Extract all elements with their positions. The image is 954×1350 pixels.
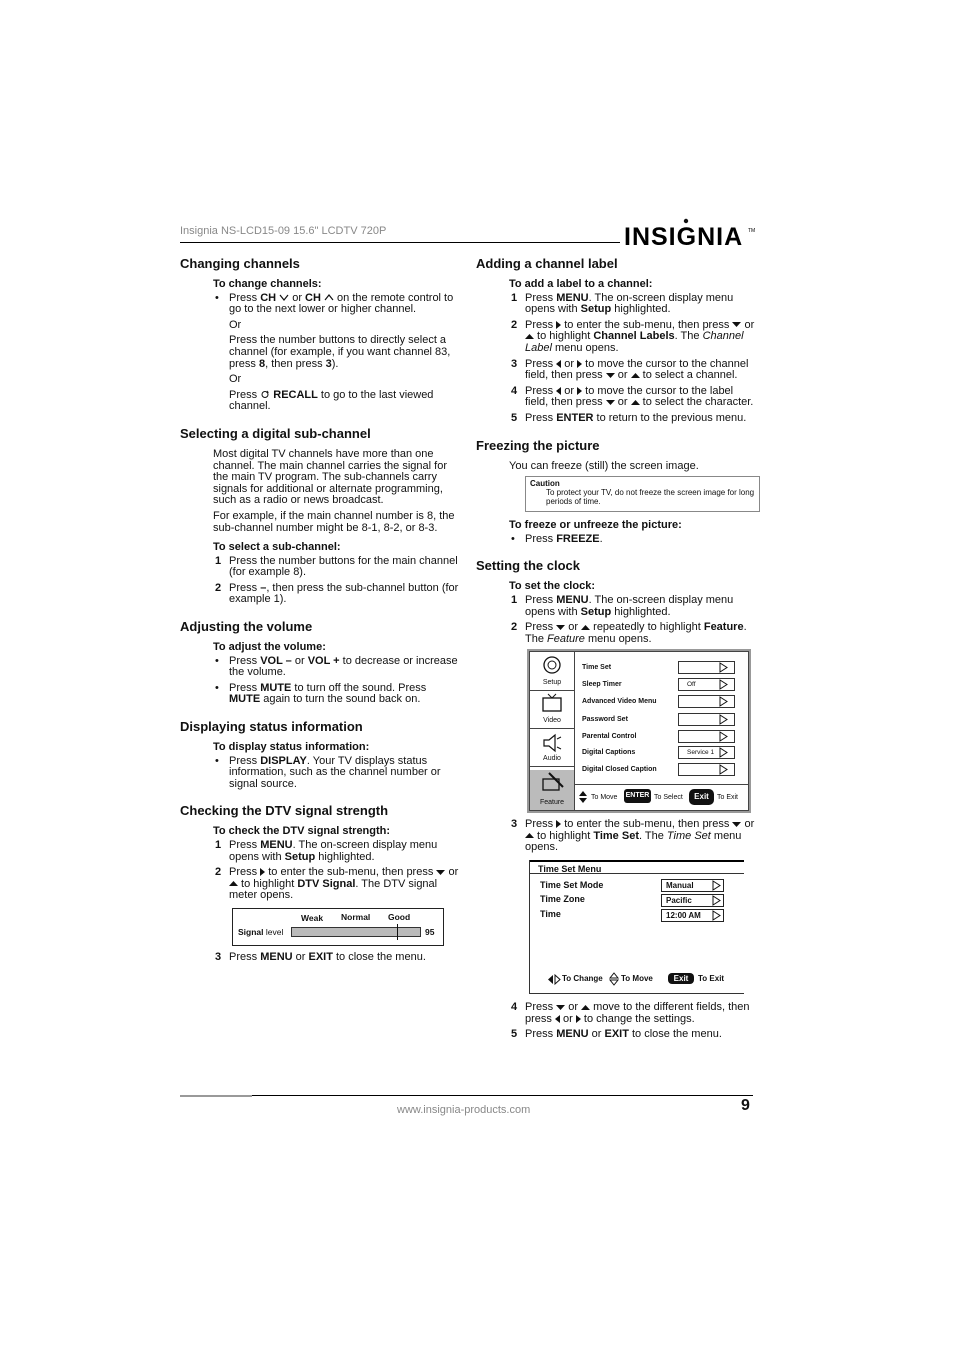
paragraph: Press the number buttons to directly select a channel (for example, if you want channel 83, press 8, then press 3). [229,334,451,370]
arrow-down-icon [556,625,565,630]
footer-url: www.insignia-products.com [397,1104,531,1116]
tab-label: Audio [543,754,561,762]
bullet-item: • Press CH or CH on the remote control to go to the next lower or higher channel. [215,291,454,316]
speaker-icon [541,733,563,753]
footer-rule-accent [180,1095,252,1097]
signal-meter [232,908,444,946]
feature-menu [529,651,749,811]
signal-value: 95 [425,926,435,937]
chevron-down-icon [279,294,289,301]
field-label: Time Set Mode [540,880,604,891]
section-heading: Displaying status information [180,719,363,735]
exit-key-icon: Exit [689,789,714,805]
caution-body: To protect your TV, do not freeze the screen image for long periods of time. [546,488,755,507]
triangle-right-icon [712,911,721,920]
menu-value-box [678,763,735,776]
header-rule [180,242,620,243]
step-item: 1 Press MENU. The on-screen display menu opens with Setup highlighted. [215,839,438,863]
step-item: 3 Press or to move the cursor to the channel field, then press or to select a channel. [511,357,749,382]
or-text: Or [229,373,242,386]
recall-icon [260,390,270,399]
menu-value-box [678,730,735,743]
procedure-title: To freeze or unfreeze the picture: [509,519,682,532]
signal-level-label: Signal level [238,926,284,937]
paragraph: You can freeze (still) the screen image. [509,459,699,472]
footer-rule [252,1095,753,1096]
or-text: Or [229,318,242,331]
arrow-up-icon [525,334,534,339]
paragraph: For example, if the main channel number is 8, the sub-channel number might be 8-1, 8-2, or 8-3. [213,509,455,534]
arrow-down-icon [556,1005,565,1010]
menu-title: Time Set Menu [530,860,744,874]
procedure-title: To change channels: [213,278,322,290]
section-heading: Adding a channel label [476,256,618,271]
arrow-up-icon [229,881,238,886]
menu-footer [574,784,748,811]
tools-icon [539,772,565,792]
procedure-title: To display status information: [213,741,370,754]
bullet-item: • Press FREEZE. [511,532,603,545]
triangle-right-icon [719,748,728,757]
menu-value-box [678,713,735,726]
caution-box [525,476,760,512]
signal-bar [291,927,421,937]
tab-setup [530,652,574,691]
arrow-down-icon [436,870,445,875]
menu-value-box: Service 1 [678,746,735,759]
menu-value-box: Off [678,678,735,691]
hint-exit: To Exit [698,974,725,984]
section-heading: Adjusting the volume [180,619,313,635]
triangle-right-icon [719,765,728,774]
bullet-item: • Press MUTE to turn off the sound. Press MUTE again to turn the sound back on. [215,681,427,706]
left-column [180,256,460,968]
arrow-down-icon [606,373,615,378]
step-item: 2 Press or repeatedly to highlight Feature. The Feature menu opens. [511,621,747,645]
menu-item: Time Set [582,664,612,672]
header-title: Insignia NS-LCD15-09 15.6" LCDTV 720P [180,225,387,237]
triangle-right-icon [719,663,728,672]
triangle-right-icon [719,680,728,689]
section-heading: Selecting a digital sub-channel [180,425,371,441]
field-value: Manual [661,879,724,892]
bullet-item: • Press VOL – or VOL + to decrease or increase the volume. [215,654,458,679]
menu-value-box [678,661,735,674]
normal-label: Normal [341,911,371,922]
paragraph: Press RECALL to go to the last viewed channel. [229,388,434,413]
tab-label: Feature [539,798,565,806]
procedure-title: To adjust the volume: [213,641,326,654]
tv-icon [541,693,563,713]
enter-key-icon: ENTER [624,789,651,803]
tab-label: Setup [542,678,562,686]
step-item: 2 Press to enter the sub-menu, then press or to highlight Channel Labels. The Channel Label menu opens. [511,318,755,354]
menu-value-box [678,695,735,708]
insignia-logo [622,218,754,254]
arrow-down-icon [606,400,615,405]
hint-change: To Change [562,974,603,984]
triangle-right-icon [712,896,721,905]
setup-icon [542,655,562,675]
right-column [476,256,756,1045]
section-heading: Changing channels [180,256,300,271]
menu-item: Digital Captions [582,749,636,757]
menu-sidebar [530,652,575,810]
section-heading: Checking the DTV signal strength [180,803,389,819]
hint-move: To Move [621,974,653,984]
step-item: 1 Press MENU. The on-screen display menu opens with Setup highlighted. [511,593,734,618]
arrow-down-icon [732,822,741,827]
triangle-right-icon [719,732,728,741]
triangle-right-icon [712,881,721,890]
hint-select: To Select [654,794,683,802]
good-label: Good [388,911,411,922]
bullet-marker: • [215,291,219,304]
menu-item: Sleep Timer [582,681,622,689]
svg-text:INSIGNIA: INSIGNIA [624,223,744,251]
arrow-up-icon [525,833,534,838]
caution-title: Caution [530,479,560,489]
procedure-title: To check the DTV signal strength: [213,825,391,838]
procedure-title: To select a sub-channel: [213,541,341,554]
procedure-title: To add a label to a channel: [509,278,653,290]
step-item: 4 Press or to move the cursor to the label field, then press or to select the character. [511,384,754,409]
menu-item: Advanced Video Menu [582,698,657,706]
field-label: Time [540,909,561,920]
bullet-item: • Press DISPLAY. Your TV displays status information, such as the channel number or signal source. [215,754,441,790]
left-right-icon [548,975,560,984]
menu-item: Parental Control [582,733,637,741]
time-set-menu [529,860,744,994]
procedure-title: To set the clock: [509,580,595,593]
step-item: 5 Press MENU or EXIT to close the menu. [511,1028,722,1041]
tab-video [530,690,574,729]
step-item: 2 Press –, then press the sub-channel button (for example 1). [215,581,459,606]
step-item: 3 Press to enter the sub-menu, then press or to highlight Time Set. The Time Set menu opens. [511,818,755,854]
arrow-up-icon [581,1005,590,1010]
step-item: 1 Press MENU. The on-screen display menu opens with Setup highlighted. [511,291,734,316]
arrow-up-icon [581,625,590,630]
chevron-up-icon [324,294,334,301]
section-heading: Setting the clock [476,558,581,574]
up-down-icon [610,973,618,985]
arrow-down-icon [732,322,741,327]
paragraph: Most digital TV channels have more than one channel. The main channel carries the signal for the main TV program. The sub-channels carry signals for additional or alternate programming, such as a radio or news broadcast. [213,447,447,507]
section-heading: Freezing the picture [476,437,600,453]
exit-key-icon: Exit [668,973,694,984]
step-item: 4 Press or move to the different fields, then press or to change the settings. [511,1001,750,1025]
arrow-up-icon [631,373,640,378]
step-item: 2 Press to enter the sub-menu, then press or to highlight DTV Signal. The DTV signal meter opens. [215,866,459,902]
triangle-right-icon [719,697,728,706]
svg-text:TM: TM [748,228,756,234]
field-value: 12:00 AM [661,909,724,922]
field-value: Pacific [661,894,724,907]
tab-feature [530,770,574,810]
hint-exit: To Exit [717,794,739,802]
step-item: 3 Press MENU or EXIT to close the menu. [215,950,426,963]
arrow-up-icon [631,400,640,405]
step-item: 1 Press the number buttons for the main channel (for example 8). [215,554,458,579]
tab-label: Video [543,716,561,724]
menu-item: Password Set [582,716,628,724]
field-label: Time Zone [540,894,585,905]
triangle-right-icon [719,715,728,724]
weak-label: Weak [301,912,324,923]
up-down-icon [579,791,587,803]
page-number: 9 [741,1097,750,1114]
menu-item: Digital Closed Caption [582,766,657,774]
step-item: 5 Press ENTER to return to the previous menu. [511,411,747,424]
hint-move: To Move [591,794,618,802]
signal-marker [397,924,398,940]
tab-audio [530,728,574,767]
